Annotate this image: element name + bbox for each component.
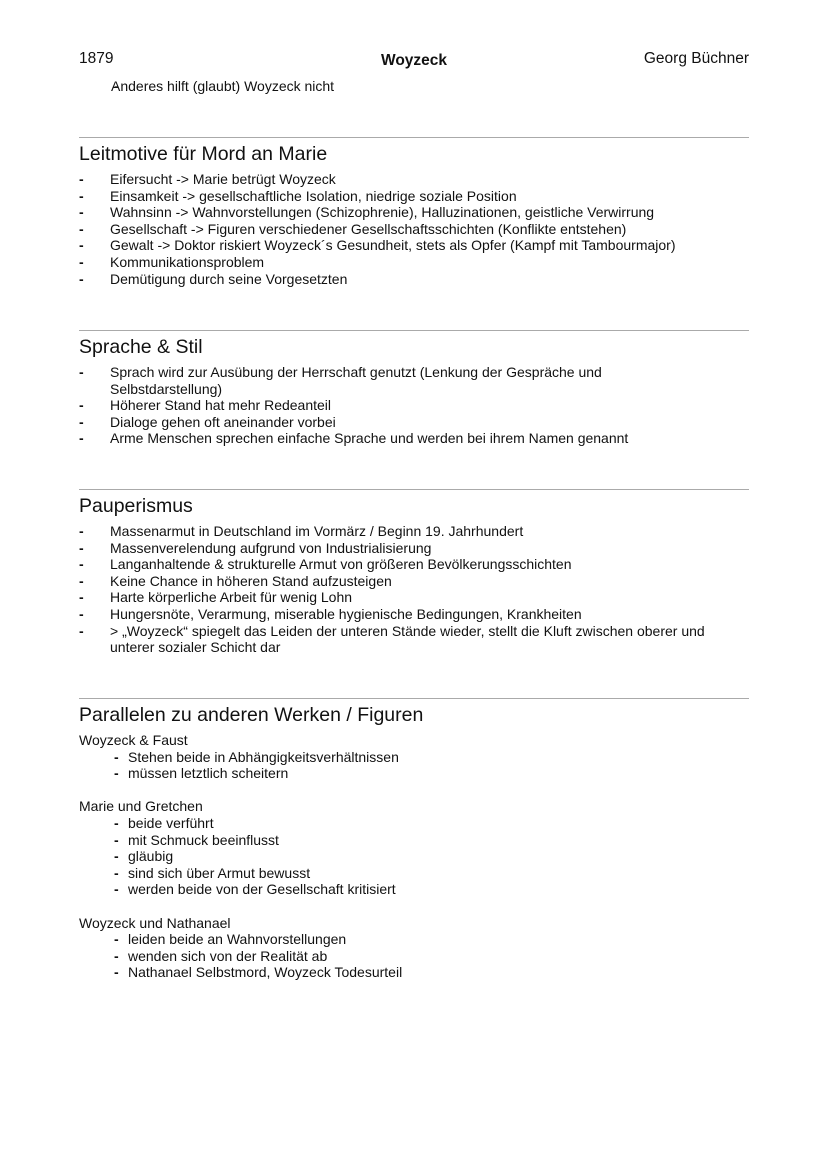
document-title: Woyzeck <box>380 52 448 69</box>
section-heading: Sprache & Stil <box>79 336 203 358</box>
list-item: - Höherer Stand hat mehr Redeanteil <box>79 397 679 414</box>
list-item: - Nathanael Selbstmord, Woyzeck Todesurteil <box>79 964 749 981</box>
divider <box>79 489 749 490</box>
section-parallelen <box>79 698 749 981</box>
list-item: - Anderes hilft (glaubt) Woyzeck nicht <box>79 78 749 95</box>
list-item: - Hungersnöte, Verarmung, miserable hygienische Bedingungen, Krankheiten <box>79 606 739 623</box>
header-year: 1879 <box>79 50 114 67</box>
section-heading: Parallelen zu anderen Werken / Figuren <box>79 704 424 726</box>
section-pauperismus <box>79 489 749 656</box>
list-item: - leiden beide an Wahnvorstellungen <box>79 931 749 948</box>
group-label: Marie und Gretchen <box>79 798 203 815</box>
list-item: - gläubig <box>79 848 749 865</box>
list-item: - Langanhaltende & strukturelle Armut von größeren Bevölkerungsschichten <box>79 556 739 573</box>
list-item: - Dialoge gehen oft aneinander vorbei <box>79 414 679 431</box>
list-item: - werden beide von der Gesellschaft kritisiert <box>79 881 749 898</box>
intro-list <box>79 78 749 95</box>
list-item: - Sprach wird zur Ausübung der Herrschaft genutzt (Lenkung der Gespräche und Selbstdarstellung) <box>79 364 679 397</box>
list-item: - Arme Menschen sprechen einfache Sprache und werden bei ihrem Namen genannt <box>79 430 679 447</box>
section-leitmotive <box>79 137 749 287</box>
divider <box>79 698 749 699</box>
list-item: - sind sich über Armut bewusst <box>79 865 749 882</box>
list-item: - Kommunikationsproblem <box>79 254 749 271</box>
list-item: - Einsamkeit -> gesellschaftliche Isolation, niedrige soziale Position <box>79 188 749 205</box>
section-heading: Leitmotive für Mord an Marie <box>79 143 328 165</box>
list-item: - Gesellschaft -> Figuren verschiedener Gesellschaftsschichten (Konflikte entstehen) <box>79 221 749 238</box>
divider <box>79 137 749 138</box>
divider <box>79 330 749 331</box>
list-item: - Massenverelendung aufgrund von Industrialisierung <box>79 540 739 557</box>
header-author: Georg Büchner <box>643 50 749 67</box>
section-heading: Pauperismus <box>79 495 193 517</box>
list-item: - Keine Chance in höheren Stand aufzusteigen <box>79 573 739 590</box>
list-item: - wenden sich von der Realität ab <box>79 948 749 965</box>
list-item: - Harte körperliche Arbeit für wenig Lohn <box>79 589 739 606</box>
list-item: - > „Woyzeck“ spiegelt das Leiden der unteren Stände wieder, stellt die Kluft zwischen oberer und unterer sozialer Schicht dar <box>79 623 739 656</box>
list-item: - Wahnsinn -> Wahnvorstellungen (Schizophrenie), Halluzinationen, geistliche Verwirrung <box>79 204 749 221</box>
list-item: - müssen letztlich scheitern <box>79 765 749 782</box>
list-item: - Gewalt -> Doktor riskiert Woyzeck´s Gesundheit, stets als Opfer (Kampf mit Tambourmajor) <box>79 237 749 254</box>
group-label: Woyzeck und Nathanael <box>79 914 231 931</box>
list-item: - Massenarmut in Deutschland im Vormärz / Beginn 19. Jahrhundert <box>79 523 739 540</box>
group-label: Woyzeck & Faust <box>79 732 188 748</box>
list-item: - mit Schmuck beeinflusst <box>79 832 749 849</box>
list-item: - Demütigung durch seine Vorgesetzten <box>79 271 749 288</box>
list-item: - beide verführt <box>79 815 749 832</box>
section-sprache <box>79 330 749 447</box>
list-item: - Eifersucht -> Marie betrügt Woyzeck <box>79 171 749 188</box>
list-item: - Stehen beide in Abhängigkeitsverhältnissen <box>79 749 749 766</box>
